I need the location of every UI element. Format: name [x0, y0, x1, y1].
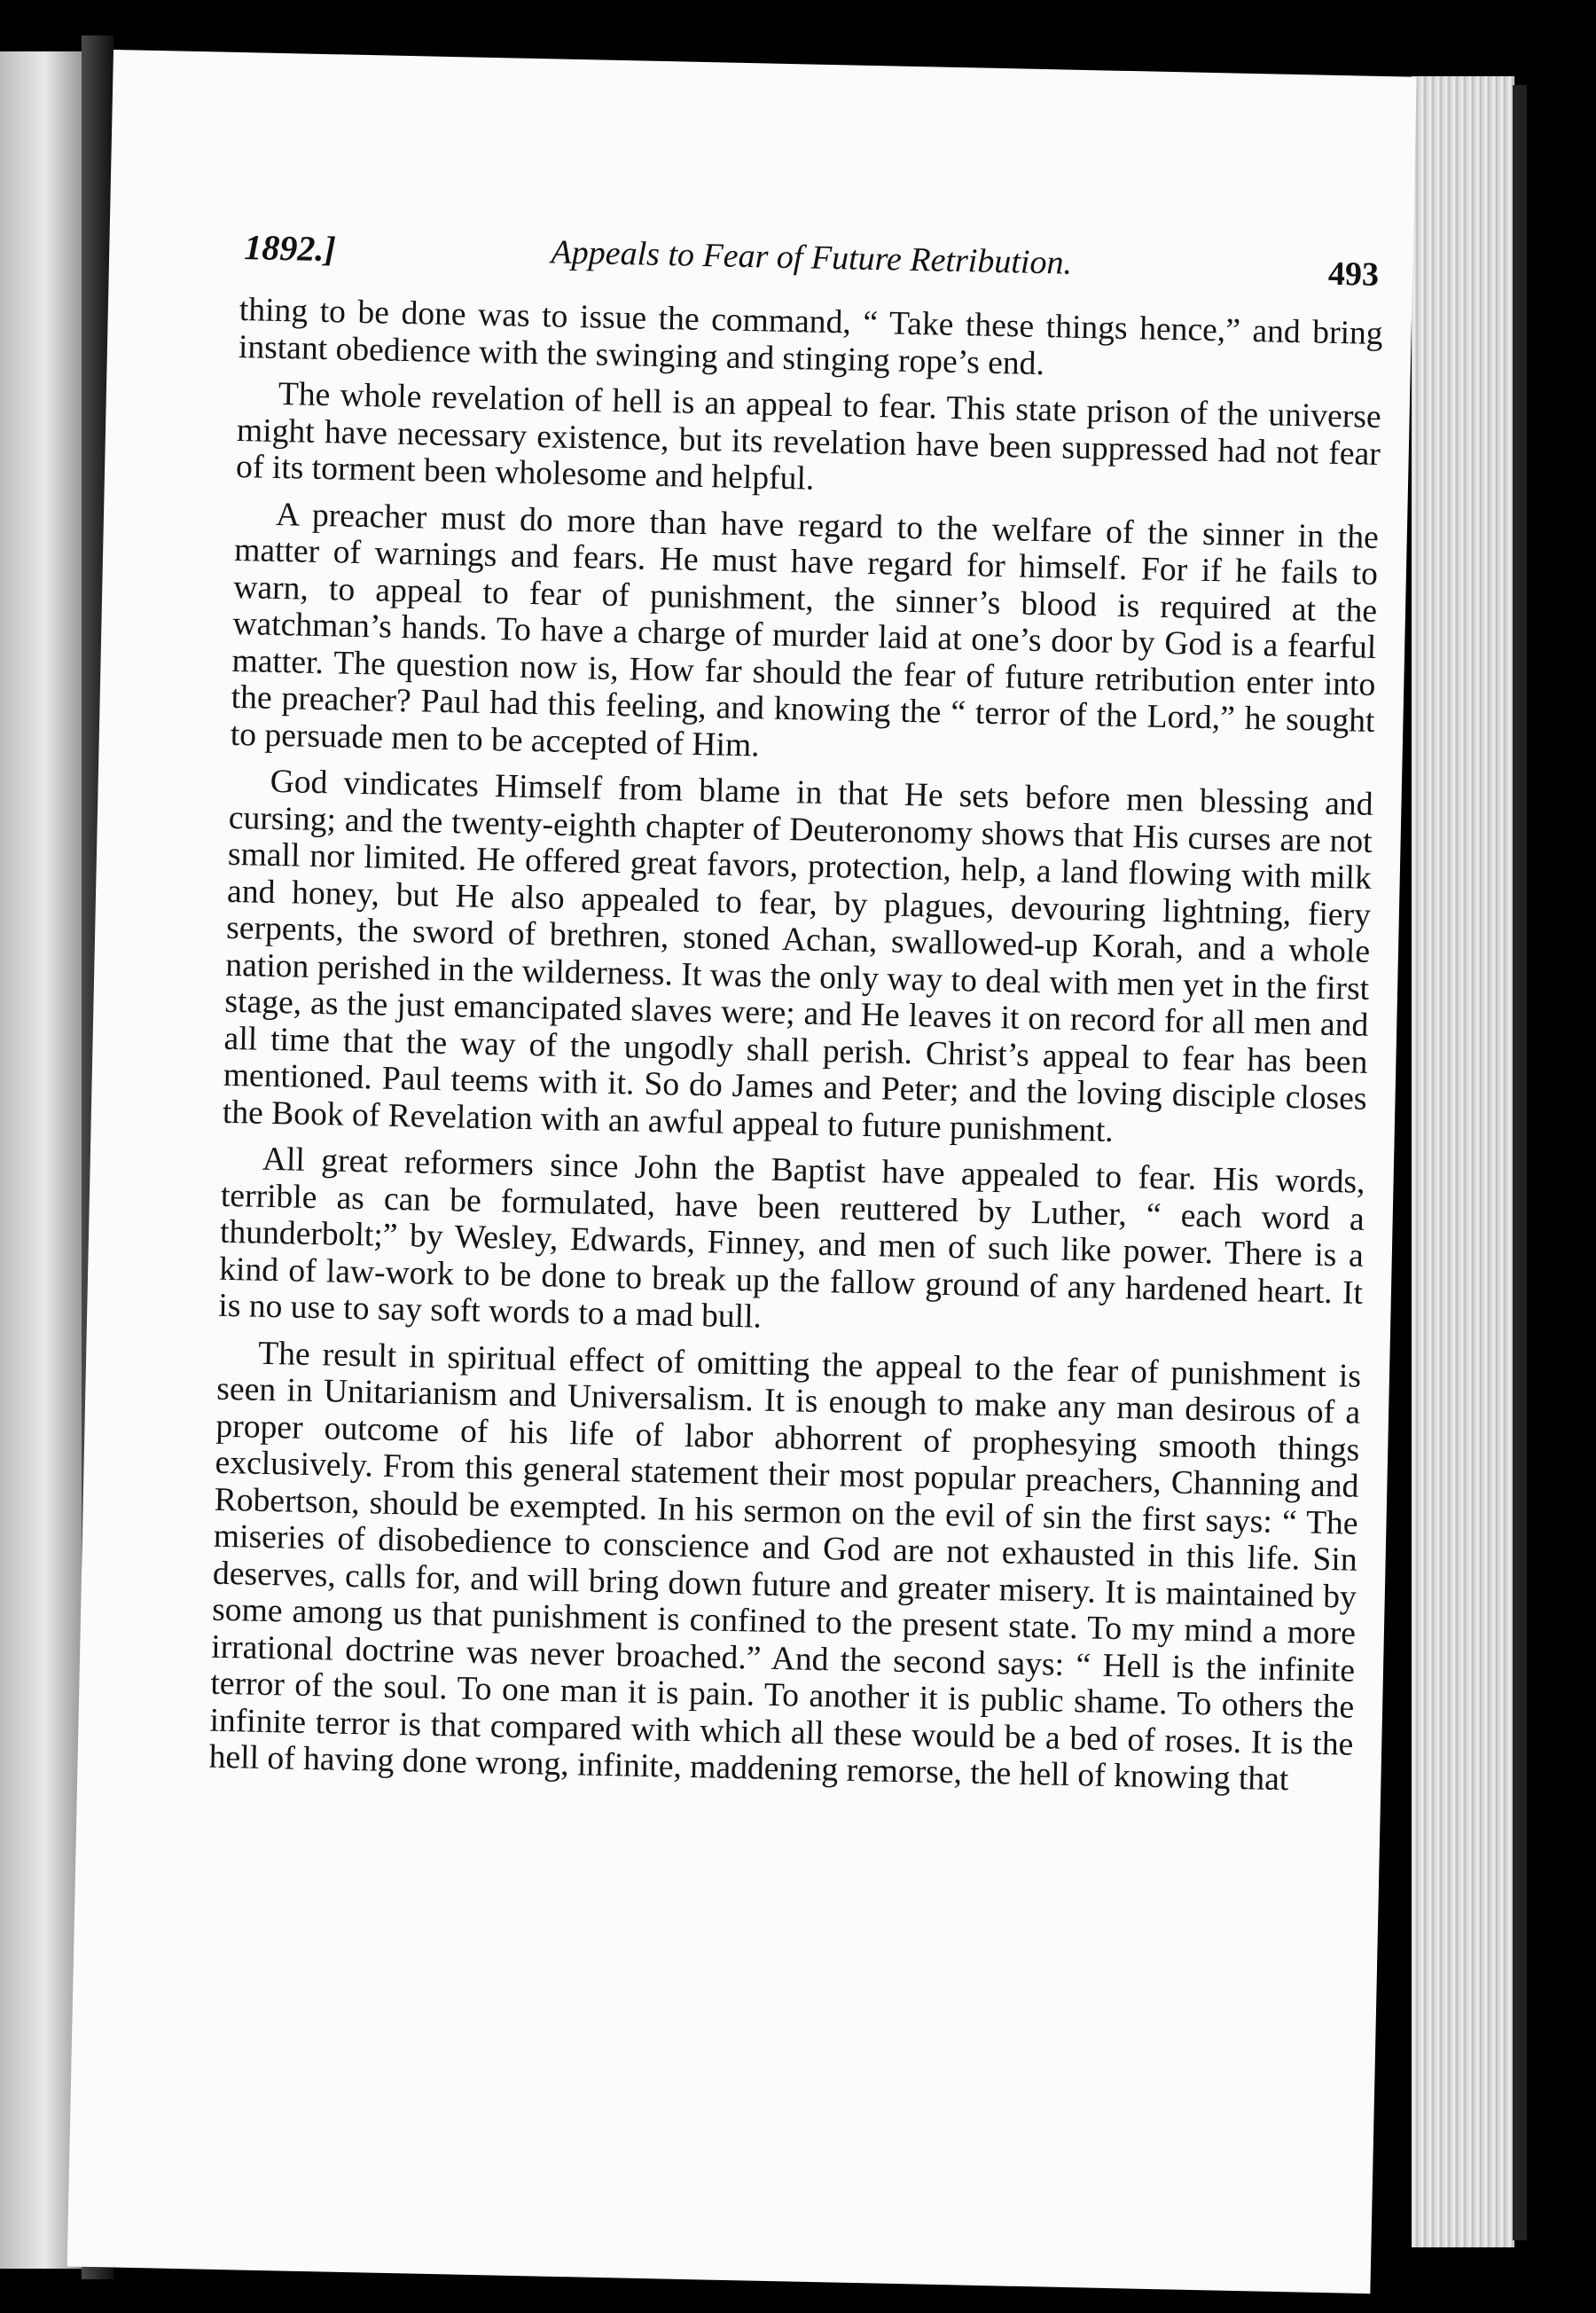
- running-head: [244, 226, 1380, 303]
- paragraph: All great reformers since John the Baptist have appealed to fear. His words, terrible as can be formulated, have been reuttered by Luther, “ each word a thunderbolt;” by Wesley, Edwards, Finney, and men of such like power. There is a kind of law-work to be done to break up the fallow ground of any hardened heart. It is no use to say soft words to a mad bull.: [217, 1141, 1365, 1336]
- paragraph: God vindicates Himself from blame in that He sets before men blessing and cursing; and the twenty-eighth chapter of Deuteronomy shows that His curses are not small nor limited. He offered great favors, protection, help, a land flowing with milk and honey, but He also appealed to fear, by plagues, devouring lightning, fiery serpents, the sword of brethren, stoned Achan, swallowed-up Korah, and a whole nation perished in the wilderness. It was the only way to deal with men yet in the first stage, as the just emancipated slaves were; and He leaves it on record for all men and all time that the way of the ungodly shall perish. Christ’s appeal to fear has been mentioned. Paul teems with it. So do James and Peter; and the loving disciple closes the Book of Revelation with an awful appeal to future punishment.: [222, 763, 1373, 1149]
- paragraph: The whole revelation of hell is an appeal to fear. This state prison of the universe might have necessary existence, but its revelation have been suppressed had not fear of its torment been wholesome and helpful.: [235, 375, 1382, 498]
- paragraph: The result in spiritual effect of omitting the appeal to the fear of punishment is seen in Unitarianism and Universalism. It is enough to make any man desirous of a proper outcome of his life of labor abhorrent of prophesying smooth things exclusively. From this general statement their most popular preachers, Channing and Robertson, should be exempted. In his sermon on the evil of sin the first says: “ The miseries of disobedience to conscience and God are not exhausted in this life. Sin deserves, calls for, and will bring down future and greater misery. It is maintained by some among us that punishment is confined to the present state. To my mind a more irrational doctrine was never broached.” And the second says: “ Hell is the infinite terror of the soul. To one man it is pain. To another it is public shame. To others the infinite terror is that compared with which all these would be a bed of roses. It is the hell of having done wrong, infinite, maddening remorse, the hell of knowing that: [208, 1335, 1362, 1799]
- facing-page-edge: [0, 51, 82, 2269]
- body-text: [208, 292, 1383, 1809]
- page-number: 493: [1327, 255, 1380, 294]
- page-stack-edge: [1412, 76, 1514, 2247]
- paragraph: thing to be done was to issue the command, “ Take these things hence,” and bring instant obedience with the swinging and stinging rope’s end.: [238, 292, 1384, 382]
- running-head-title: Appeals to Fear of Future Retribution.: [551, 233, 1073, 282]
- book-page: [67, 50, 1417, 2293]
- running-head-year: 1892.]: [243, 227, 337, 270]
- paragraph: A preacher must do more than have regard to the welfare of the sinner in the matter of warnings and fears. He must have regard for himself. For if he fails to warn, to appeal to fear of punishment, the sinner’s blood is required at the watchman’s hands. To have a charge of murder laid at one’s door by God is a fearful matter. The question now is, How far should the fear of future retribution enter into the preacher? Paul had this feeling, and knowing the “ terror of the Lord,” he sought to persuade men to be accepted of Him.: [230, 496, 1380, 764]
- cover-edge: [1513, 85, 1527, 2240]
